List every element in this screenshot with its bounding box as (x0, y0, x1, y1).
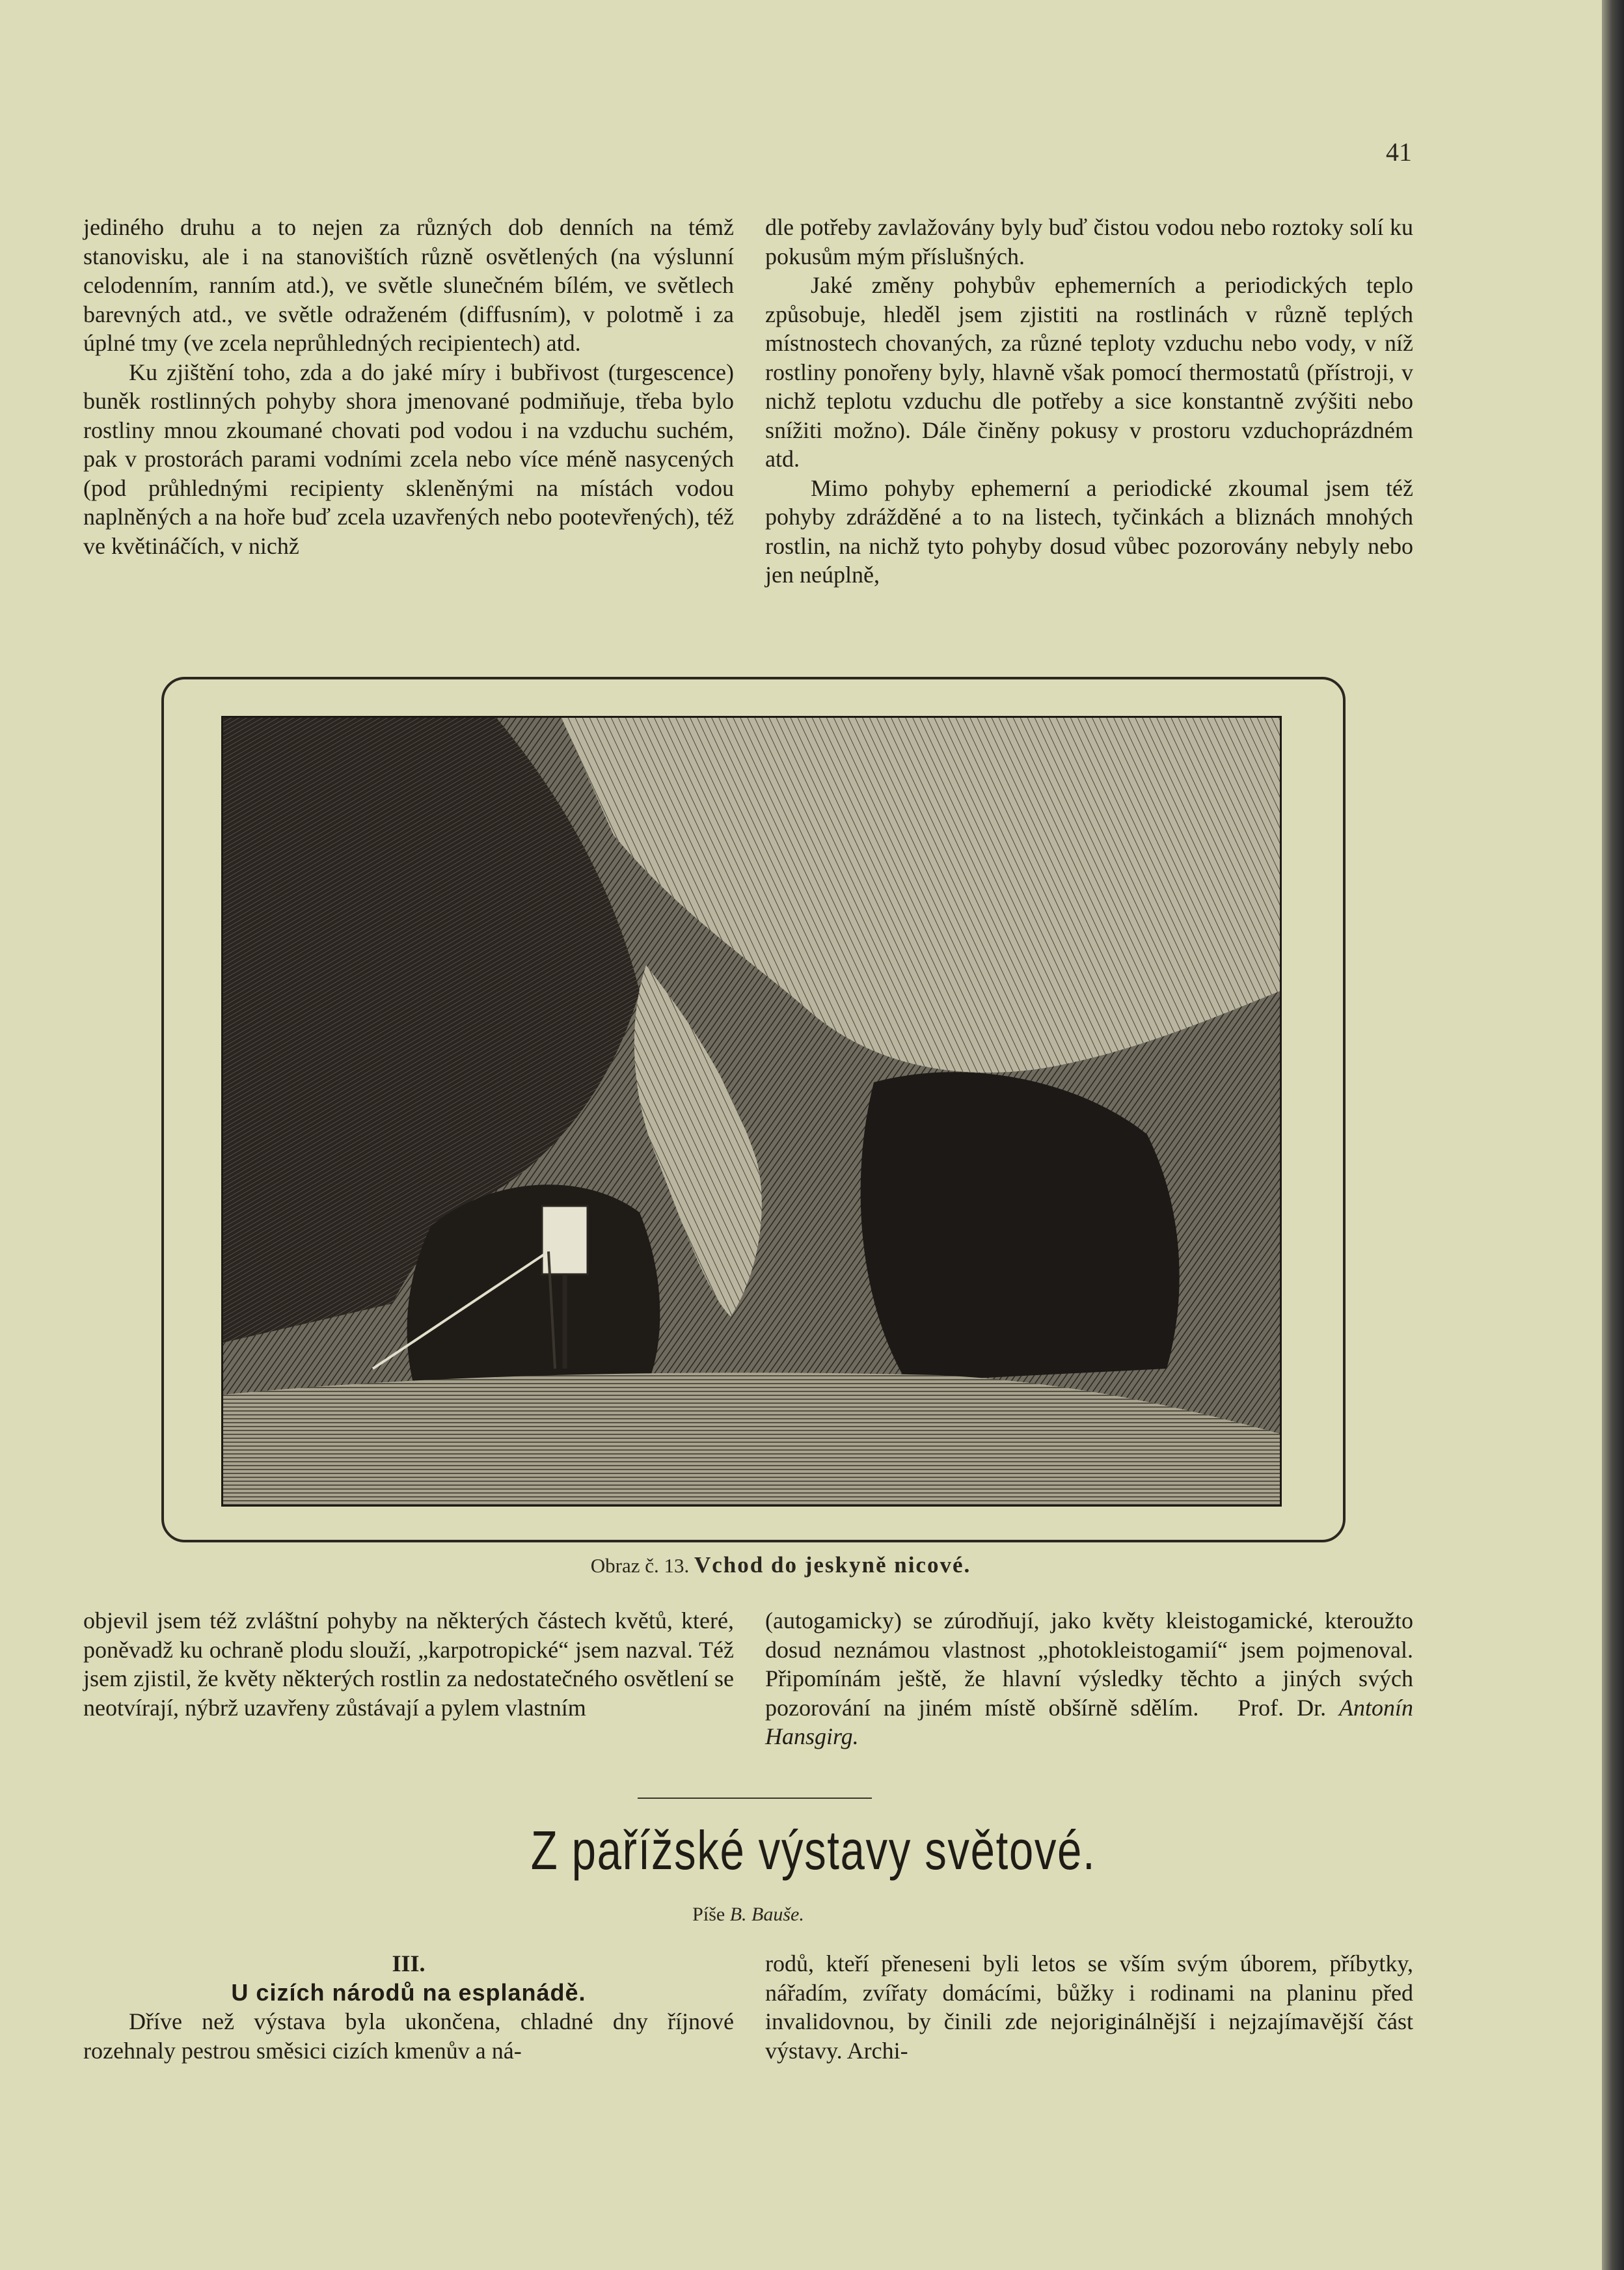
paragraph: Jaké změny pohybův ephemerních a periodických teplo způsobuje, hleděl jsem zjistiti na rostlinách v různě teplých místnostech chovaných, za různé teploty vzduchu nebo vody, v níž rostliny ponořeny byly, hlavně však pomocí thermostatů (přístroji, v nichž teplotu vzduchu dle potřeby a sice konstantně zvýšiti nebo snížiti možno). Dále činěny pokusy v prostoru vzduchoprázdném atd. (765, 272, 1413, 472)
bottom-left-column (83, 1949, 734, 2065)
paragraph: jediného druhu a to nejen za různých dob denních na témž stanovisku, ale i na stanovištích různě osvětlených (na výslunní celodenním, ranním atd.), ve světle slunečném bílém, ve světlech barevných atd., ve světle odraženém (diffusním), v polotmě i za úplné tmy (ve zcela neprůhledných recipientech) atd. (83, 214, 734, 356)
scan-edge (1602, 0, 1624, 2270)
byline-prefix: Píše (692, 1904, 725, 1925)
paragraph: rodů, kteří přeneseni byli letos se vším svým úborem, příbytky, nářadím, zvířaty domácími, bůžky i rodinami na planinu před invalidovnou, by činili zde nejoriginálnější i nejzajímavější část výstavy. Archi- (765, 1950, 1413, 2064)
article-title: Z pařížské výstavy světové. (530, 1820, 1096, 1881)
paragraph: dle potřeby zavlažovány byly buď čistou vodou nebo roztoky solí ku pokusům mým příslušných. (765, 214, 1413, 269)
signature-name: Antonín Hansgirg. (765, 1694, 1414, 1749)
section-number: III. (392, 1950, 426, 1976)
top-right-column (765, 213, 1413, 590)
paragraph: Dříve než výstava byla ukončena, chladné dny říjnové rozehnaly pestrou směsici cizích kmenův a ná- (83, 2008, 734, 2064)
signature-prefix: Prof. Dr. (1238, 1694, 1327, 1721)
middle-left-column (83, 1606, 734, 1722)
figure-caption (521, 1552, 1041, 1578)
cave-entrance-engraving (221, 716, 1282, 1507)
byline-author: B. Bauše. (729, 1904, 804, 1925)
paragraph: Ku zjištění toho, zda a do jaké míry i bubřivost (turgescence) buněk rostlinných pohyby shora jmenované podmiňuje, třeba bylo rostliny mnou zkoumané chovati pod vodou i na vzduchu suchém, pak v prostorách parami vodními zcela nebo více méně nasycených (pod průhlednými recipienty skleněnými na místách vodou naplněných a na hoře buď zcela uzavřených nebo pootevřených), též ve květináčích, v nichž (83, 359, 734, 559)
caption-prefix: Obraz č. 13. (590, 1554, 690, 1577)
paragraph-text: (autogamicky) se zúrodňují, jako květy kleistogamické, kteroužto dosud neznámou vlastnost „photokleistogamií“ jsem pojmenoval. Připomínám ještě, že hlavní výsledky těchto a jiných svých pozorování na jiném místě obšírně sdělím. (765, 1607, 1413, 1721)
page-number: 41 (1386, 137, 1412, 167)
byline (651, 1904, 846, 1926)
paragraph: Mimo pohyby ephemerní a periodické zkoumal jsem též pohyby zdrážděné a to na listech, tyčinkách a bliznách mnohých rostlin, na nichž tyto pohyby dosud vůbec pozorovány nebyly nebo jen neúplně, (765, 474, 1413, 588)
section-title: U cizích národů na esplanádě. (231, 1978, 586, 2006)
paragraph: objevil jsem též zvláštní pohyby na některých částech květů, které, poněvadž ku ochraně plodu slouží, „karpotropické“ jsem nazval. Též jsem zjistil, že květy některých rostlin za nedostatečného osvětlení se neotvírají, nýbrž uzavřeny zůstávají a pylem vlastním (83, 1607, 734, 1721)
middle-right-column (765, 1606, 1413, 1751)
section-divider (638, 1798, 872, 1799)
caption-title: Vchod do jeskyně nicové. (694, 1552, 971, 1578)
paragraph (765, 1606, 1413, 1751)
top-left-column (83, 213, 734, 560)
bottom-right-column (765, 1949, 1413, 2065)
